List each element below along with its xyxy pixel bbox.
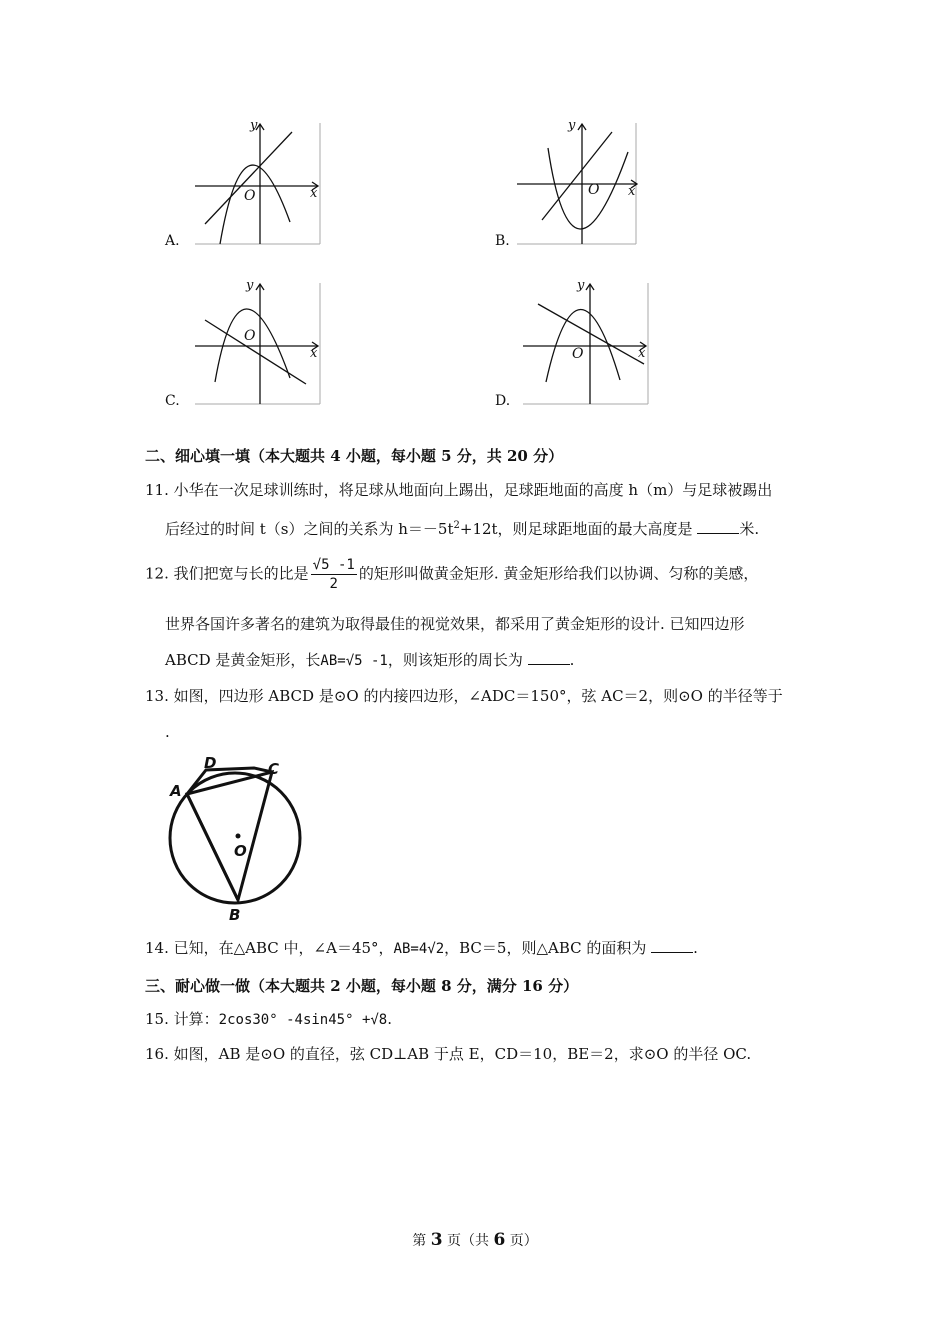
question-15-line — [145, 1009, 392, 1030]
graph-c-y-label: y — [246, 278, 254, 293]
graph-c-origin-label: O — [244, 328, 256, 344]
question-13-number: 13. — [145, 687, 169, 705]
question-11-formula-part-1: 后经过的时间 t（s）之间的关系为 h＝－5t — [165, 520, 454, 538]
question-16-line — [145, 1044, 751, 1064]
question-12-formula: AB=√5 -1 — [320, 653, 388, 669]
golden-ratio-fraction — [311, 556, 357, 593]
fraction-numerator: √5 -1 — [312, 557, 355, 573]
question-11-formula-part-2: +12t，则足球距地面的最大高度是 — [459, 520, 693, 538]
q13-label-d: D — [204, 754, 217, 772]
graph-option-c — [190, 278, 325, 408]
question-13-line-2: . — [165, 723, 170, 741]
graph-option-d — [518, 278, 653, 408]
footer-page-number: 3 — [430, 1230, 443, 1250]
question-12-end: . — [569, 651, 575, 669]
question-12-line-2: 世界各国许多著名的建筑为取得最佳的视觉效果，都采用了黄金矩形的设计. 已知四边形 — [165, 615, 745, 633]
footer-post: 页） — [509, 1233, 538, 1249]
question-12-text-post: 的矩形叫做黄金矩形. 黄金矩形给我们以协调、匀称的美感， — [358, 564, 759, 583]
footer-total-pages: 6 — [493, 1230, 506, 1250]
question-14-text-post: ，BC＝5，则△ABC 的面积为 — [444, 939, 647, 957]
q13-label-a: A — [170, 782, 182, 800]
question-13-line-1 — [145, 686, 783, 706]
question-12-line-1 — [145, 556, 758, 593]
section-3-title: 三、耐心做一做（本大题共 2 小题，每小题 8 分，满分 16 分） — [145, 977, 579, 995]
q13-label-b: B — [229, 906, 241, 924]
question-11-text: 小华在一次足球训练时，将足球从地面向上踢出，足球距地面的高度 h（m）与足球被踢出 — [173, 481, 773, 499]
question-11-unit: 米. — [739, 520, 760, 538]
option-c-label: C. — [165, 393, 180, 409]
graph-d-x-label: x — [638, 346, 646, 361]
question-11-exponent: 2 — [453, 520, 460, 531]
question-14-text-pre: 已知，在△ABC 中，∠A＝45°， — [173, 939, 394, 957]
graph-d-origin-label: O — [572, 346, 584, 362]
graph-c-x-label: x — [310, 346, 318, 361]
question-11-line-2 — [165, 516, 759, 539]
question-12-text-3a: ABCD 是黄金矩形，长 — [165, 651, 321, 669]
graph-a-x-label: x — [310, 186, 318, 201]
question-11-number: 11. — [145, 481, 169, 499]
page-footer — [0, 1230, 950, 1250]
answer-blank-12[interactable] — [528, 650, 570, 665]
graph-a-y-label: y — [250, 118, 258, 133]
graph-b-y-label: y — [568, 118, 576, 133]
section-2-title: 二、细心填一填（本大题共 4 小题，每小题 5 分，共 20 分） — [145, 447, 564, 465]
question-12-text-3b: ，则该矩形的周长为 — [387, 651, 523, 669]
question-12-line-3 — [165, 650, 574, 671]
footer-pre: 第 — [412, 1233, 427, 1249]
graph-d-y-label: y — [577, 278, 585, 293]
answer-blank-11[interactable] — [697, 519, 739, 534]
graph-a-origin-label: O — [244, 188, 256, 204]
question-15-text: 计算： — [173, 1010, 219, 1028]
fraction-denominator: 2 — [329, 576, 338, 592]
question-14-formula: AB=4√2 — [393, 941, 445, 957]
answer-blank-14[interactable] — [651, 938, 693, 953]
question-14-end: . — [693, 939, 698, 957]
question-15-number: 15. — [145, 1010, 169, 1028]
option-b-label: B. — [495, 233, 510, 249]
footer-mid: 页（共 — [447, 1233, 489, 1249]
question-15-formula: 2cos30° -4sin45° +√8 — [218, 1012, 388, 1028]
option-a-label: A. — [165, 233, 180, 249]
graph-b-x-label: x — [628, 184, 636, 199]
question-15-end: . — [387, 1010, 393, 1028]
question-16-number: 16. — [145, 1045, 169, 1063]
question-12-text-pre: 我们把宽与长的比是 — [173, 564, 309, 583]
question-11-line-1 — [145, 480, 772, 500]
graph-b-origin-label: O — [588, 182, 600, 198]
question-14-line — [145, 938, 698, 959]
circle-figure-q13 — [160, 756, 310, 926]
question-14-number: 14. — [145, 939, 169, 957]
graph-option-a — [190, 118, 325, 248]
graph-option-b — [512, 118, 647, 248]
question-16-text: 如图，AB 是⊙O 的直径，弦 CD⊥AB 于点 E，CD＝10，BE＝2，求⊙O 的半径 OC. — [173, 1045, 752, 1063]
q13-label-c: C — [268, 760, 280, 778]
question-13-text: 如图，四边形 ABCD 是⊙O 的内接四边形，∠ADC＝150°，弦 AC＝2，则⊙O 的半径等于 — [173, 687, 783, 705]
option-d-label: D. — [495, 393, 511, 409]
question-12-number: 12. — [145, 564, 169, 583]
q13-label-o: O — [234, 842, 247, 860]
